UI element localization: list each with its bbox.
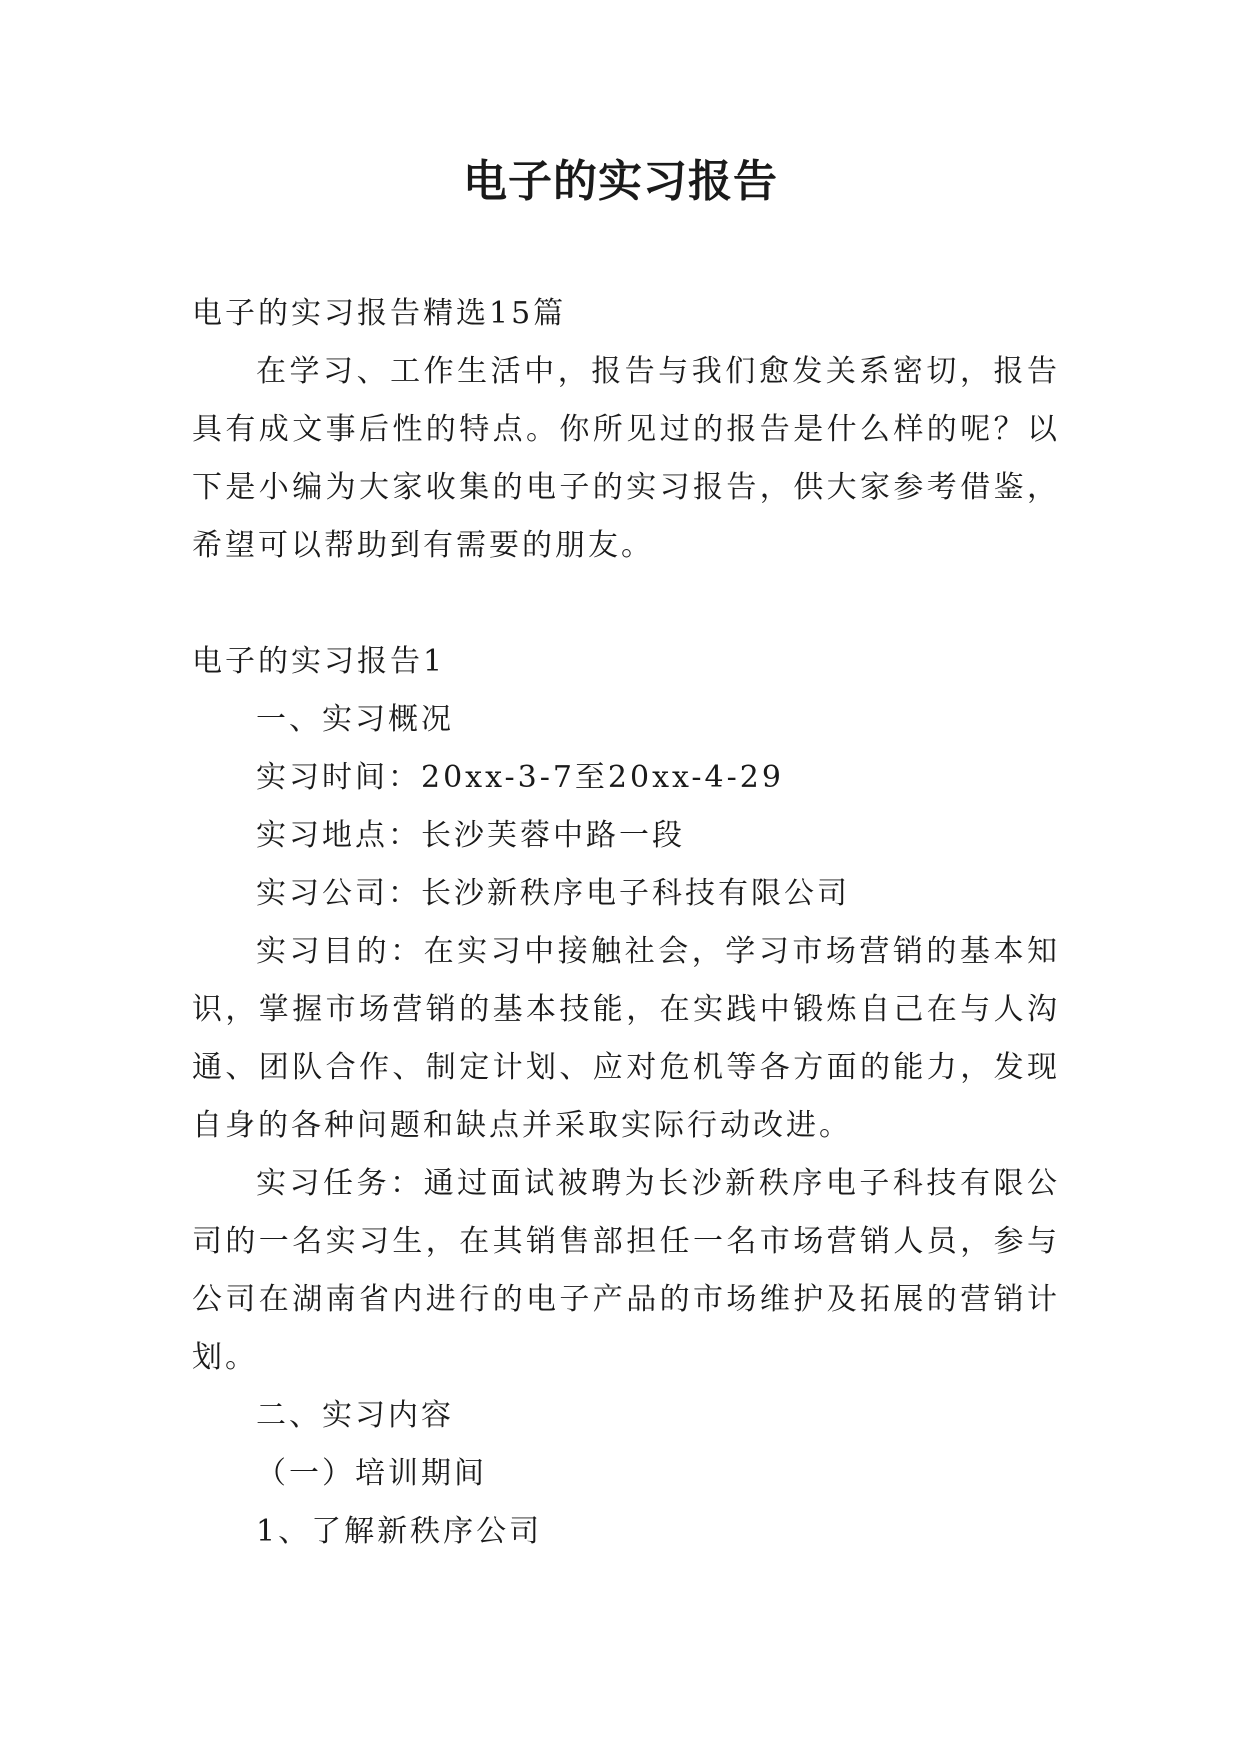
training-heading: （一）培训期间 <box>256 1456 487 1491</box>
document-body <box>192 285 1060 1561</box>
document-subtitle: 电子的实习报告精选15篇 <box>192 296 567 331</box>
internship-time: 实习时间：20xx-3-7至20xx-4-29 <box>256 760 784 795</box>
internship-purpose: 实习目的：在实习中接触社会，学习市场营销的基本知识，掌握市场营销的基本技能，在实践中锻炼自己在与人沟通、团队合作、制定计划、应对危机等各方面的能力，发现自身的各种问题和缺点并采取实际行动改进。 <box>192 934 1060 1143</box>
overview-heading: 一、实习概况 <box>256 702 454 737</box>
internship-company: 实习公司：长沙新秩序电子科技有限公司 <box>256 876 850 911</box>
section-heading: 电子的实习报告1 <box>192 644 446 679</box>
internship-location: 实习地点：长沙芙蓉中路一段 <box>256 818 685 853</box>
internship-task: 实习任务：通过面试被聘为长沙新秩序电子科技有限公司的一名实习生，在其销售部担任一名市场营销人员，参与公司在湖南省内进行的电子产品的市场维护及拓展的营销计划。 <box>192 1166 1060 1375</box>
content-heading: 二、实习内容 <box>256 1398 454 1433</box>
intro-paragraph: 在学习、工作生活中，报告与我们愈发关系密切，报告具有成文事后性的特点。你所见过的报告是什么样的呢？以下是小编为大家收集的电子的实习报告，供大家参考借鉴，希望可以帮助到有需要的朋友。 <box>192 354 1060 563</box>
list-item: 1、了解新秩序公司 <box>256 1514 543 1549</box>
document-title: 电子的实习报告 <box>463 156 778 207</box>
